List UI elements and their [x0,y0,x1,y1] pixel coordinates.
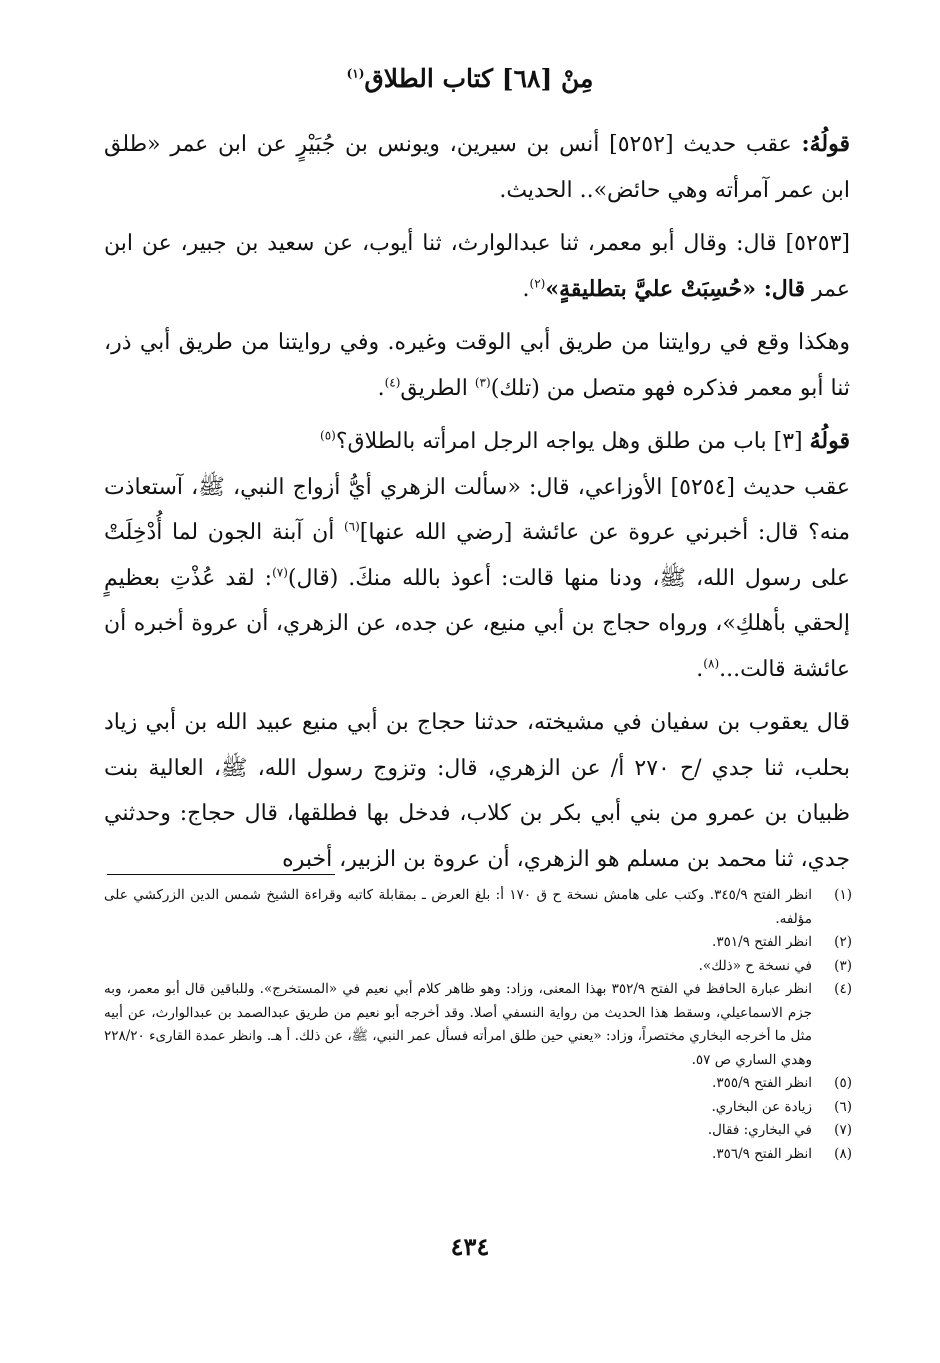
footnote-number: (٤) [834,981,852,997]
footnote-2 [104,931,852,955]
footnote-number: (٦) [834,1098,852,1115]
footnote-number: (٢) [834,934,852,950]
paragraph-6-text: قال يعقوب بن سفيان في مشيخته، حدثنا حجاج بن أبي منيع عبيد الله بن أبي زياد بحلب، ثنا جدي /ح ٢٧٠ أ/ عن الزهري، قال: وتزوج رسول الله، ﷺ، العالية بنت ظبيان بن عمرو من بني أبي بكر بن كلاب، فدخل بها فطلقها، قال حجاج: وحدثني جدي، ثنا محمد بن مسلم هو الزهري، أن عروة بن الزبير، أخبره [104,710,850,872]
paragraph-5 [104,465,850,693]
chapter-heading-text: مِنْ [٦٨] كتاب الطلاق [364,64,594,93]
footnote-text: انظر الفتح ٣٥١/٩. [712,934,812,950]
footnote-number: (٧) [834,1122,852,1138]
paragraph-5-end: . [696,656,704,682]
paragraph-3-text: وهكذا وقع في روايتنا من طريق أبي الوقت وغيره. وفي روايتنا من طريق أبي ذر، ثنا أبو معمر فذكره فهو متصل من (تلك) [104,330,850,401]
heading-footnote-ref: (١) [346,66,365,81]
footnote-4 [104,978,852,1072]
paragraph-4-footnote-ref: (٥) [320,428,336,443]
footnote-number: (٣) [834,957,852,974]
paragraph-1-text: عقب حديث [٥٢٥٢] أنس بن سيرين، ويونس بن جُبَيْرٍ عن ابن عمر «طلق ابن عمر آمرأته وهي حائض».. الحديث. [104,132,850,203]
page-number: ٤٣٤ [450,1232,490,1261]
paragraph-5-mid: أن آبنة الجون لما أُدْخِلَتْ على رسول الله، ﷺ، ودنا منها قالت: أعوذ بالله منكَ. (قال) [104,520,850,591]
footnote-number: (٨) [834,1145,852,1162]
paragraph-5-footnote-ref-c: (٨) [703,656,720,671]
paragraph-2-text: [٥٢٥٣] قال: وقال أبو معمر، ثنا عبدالوارث، ثنا أيوب، عن سعيد بن جبير، عن ابن عمر [104,231,850,302]
footnote-8 [104,1143,852,1167]
paragraph-2-tail: . [522,276,530,302]
footnote-text: في نسخة ح «ذلك». [698,957,812,974]
footnote-3 [104,955,852,979]
footnote-number: (١) [834,887,852,903]
paragraph-4-text: [٣] باب من طلق وهل يواجه الرجل امرأته بالطلاق؟ [335,429,803,454]
paragraph-5-tail: : لقد عُذْتِ بعظيمٍ إلحقي بأهلكِ»، ورواه حجاج بن أبي منيع، عن جده، عن الزهري، أن عروة أخبره أن عائشة قالت... [104,565,850,682]
footnote-text: انظر الفتح ٣٤٥/٩. وكتب على هامش نسخة ح ق ١٧٠ أ: بلغ العرض ـ بمقابلة كاتبه وقراءة الشيخ شمس الدين الزركشي على مؤلفه. [104,887,812,927]
paragraph-3-footnote-ref-b: (٤) [384,375,401,390]
paragraph-4-lead: قولُهُ [809,428,850,454]
chapter-heading [0,64,940,93]
footnote-7 [104,1119,852,1143]
paragraph-1 [104,122,850,213]
paragraph-5-footnote-ref-a: (٦) [343,519,360,534]
paragraph-2-footnote-ref: (٢) [529,276,546,291]
footnotes [104,884,852,1166]
footnote-text: انظر الفتح ٣٥٥/٩. [712,1075,812,1091]
footnote-text: انظر عبارة الحافظ في الفتح ٣٥٢/٩ بهذا المعنى، وزاد: وهو ظاهر كلام أبي نعيم في «المستخرج». وللباقين قال أبو معمر، وبه جزم الاسماعيلي، وسقط هذا الحديث من رواية النسفي أصلا. وقد أخرجه أبو نعيم من طريق عبدالصمد بن عبدالوارث، عن أبيه مثل ما أخرجه البخاري مختصراً، وزاد: «يعني حين طلق امرأته فسأل عمر النبي، ﷺ، عن ذلك. أ هـ. وانظر عمدة القارىء ٢٢٨/٢٠ وهدي الساري ص ٥٧. [104,981,813,1068]
footnote-text: انظر الفتح ٣٥٦/٩. [712,1145,812,1162]
footnote-text: زيادة عن البخاري. [711,1098,812,1115]
paragraph-2-bold: قال: «حُسِبَتْ عليَّ بتطليقةٍ» [545,275,806,302]
paragraph-4 [104,419,850,465]
paragraph-2 [104,221,850,312]
footnote-6 [104,1096,852,1120]
footnote-number: (٥) [834,1075,852,1091]
paragraph-3-mid: الطريق [400,375,475,401]
paragraph-1-lead: قولُهُ: [801,131,851,157]
paragraph-3-footnote-ref-a: (٣) [474,375,491,390]
footnote-text: في البخاري: فقال. [707,1122,812,1138]
footnote-1 [104,884,852,931]
paragraph-5-footnote-ref-b: (٧) [272,565,288,580]
footnote-5 [104,1072,852,1096]
paragraph-6 [104,700,850,882]
paragraph-5-text: عقب حديث [٥٢٥٤] الأوزاعي، قال: «سألت الزهري أيُّ أزواج النبي، ﷺ، آستعاذت منه؟ قال: أخبرني عروة عن عائشة [رضي الله عنها] [104,474,850,545]
paragraph-3-tail: . [377,375,385,401]
paragraph-3 [104,320,850,411]
main-text [104,122,850,882]
footnote-divider [107,874,335,875]
